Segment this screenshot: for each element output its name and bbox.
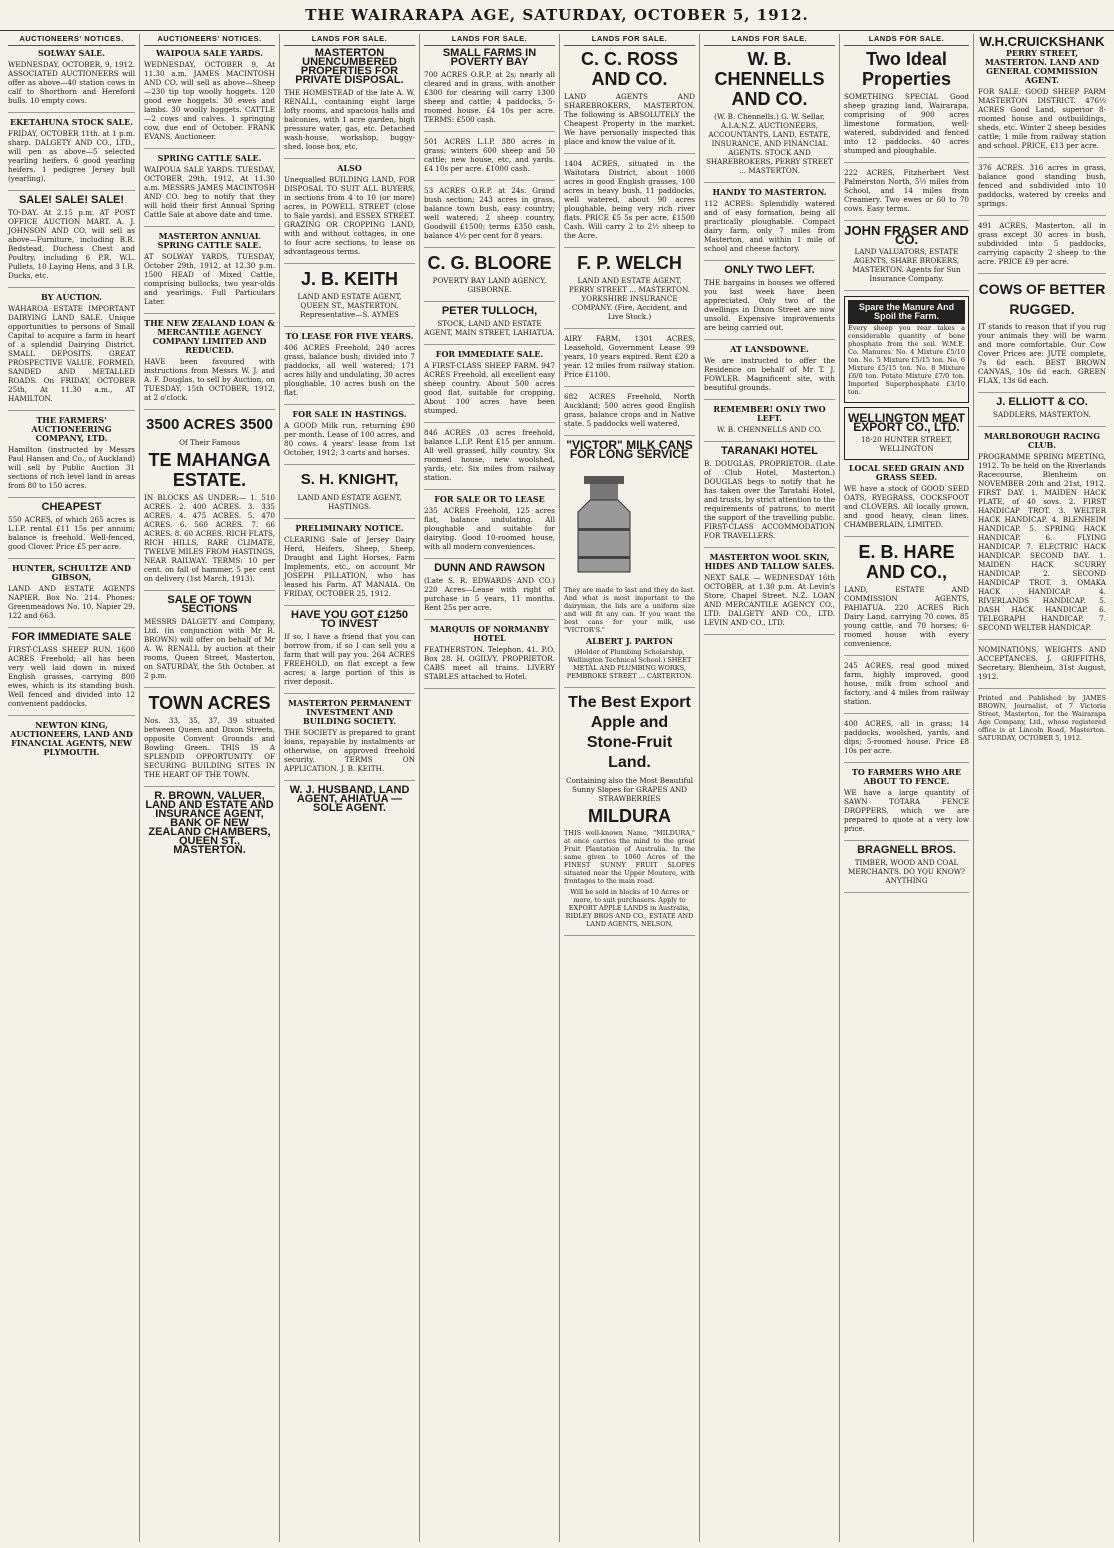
notice (564, 334, 695, 387)
notice-body: FEATHERSTON. Telephon. 41. P.O. Box 28. H. OGILVY, PROPRIETOR. CABS meet all trains. LIVERY STABLES attached to Hotel. (424, 645, 555, 681)
notice (978, 49, 1106, 158)
notice (284, 164, 415, 264)
notice (424, 350, 555, 423)
notice (144, 450, 275, 591)
masthead: THE WAIRARAPA AGE, SATURDAY, OCTOBER 5, 1912. (0, 0, 1114, 31)
notice (564, 253, 695, 329)
column-2 (140, 34, 280, 1542)
notice-body: Of Their Famous (179, 438, 240, 447)
notice (8, 564, 135, 628)
notice-body: WAIPOUA SALE YARDS. TUESDAY, OCTOBER 29th, 1912, At 11.30 a.m. MESSRS JAMES MACINTOSH AND CO. beg to notify that they will hold their first Annual Spring Cattle Sale at above date and time. (144, 165, 275, 219)
notice-body: WE have a large quantity of SAWN TOTARA FENCE DROPPERS, which we are prepared to quote at a very low price. (844, 788, 969, 833)
notice (8, 293, 135, 411)
column-footer: R. BROWN, VALUER, LAND AND ESTATE AND INSURANCE AGENT, BANK OF NEW ZEALAND CHAMBERS, QUEEN ST., MASTERTON. (145, 790, 274, 856)
manure-ad (844, 296, 969, 403)
notice (144, 49, 275, 149)
notice-body: POVERTY BAY LAND AGENCY, GISBORNE. (432, 276, 547, 294)
notice (978, 398, 1106, 427)
notice-title: TOWN ACRES (148, 693, 271, 713)
notice-body: 846 ACRES .03 acres freehold, balance L.I.P. Rent £15 per annum. All well grassed, hilly country. Six roomed house, new woolshed, yards, etc. Six miles from railway station. (424, 428, 555, 482)
notice (8, 49, 135, 113)
notice (844, 719, 969, 763)
notice-title: HUNTER, SCHULTZE AND GIBSON, (12, 563, 131, 582)
mildura-body: THIS well-known Name, "MILDURA," at once carries the mind to the great Fruit Plantation of Australia. In the same given to 1060 Acres of the FINEST SUNNY FRUIT SLOPES situated near the Upper Moutere, with frontages to the main road. (564, 829, 695, 885)
notice-title: S. H. KNIGHT, (300, 471, 399, 488)
column-head: LANDS FOR SALE. (424, 34, 555, 46)
notice-title: TE MAHANGA ESTATE. (148, 450, 271, 490)
notice (8, 196, 135, 288)
notice-title: HAVE YOU GOT £1250 TO INVEST (291, 609, 408, 630)
notice-body: IT stands to reason that if you rug your animals they will be warm and more comfortable. Our Cow Cover Prices are: JUTE complete, 7s 6d each. BEST BROWN CANVAS, 10s 6d each. GREEN FLAX, 13s 6d each. (978, 322, 1106, 385)
notice-body: WAHAROA ESTATE IMPORTANT DAIRYING LAND SALE. Unique opportunities to persons of Small Capital to acquire a farm in heart of a splendid Dairying District. SMALL DEPOSITS. GREAT PROSPECTIVE VALUE. FORMED, SANDED AND METALLED ROADS. On FRIDAY, OCTOBER 25th, At 11.30 a.m., AT HAMILTON. (8, 304, 135, 403)
victor-maker-sub: (Holder of Plumbing Scholarship, Wellington Technical School.) SHEET METAL AND PLUMBING WORKS, PEMBROKE STREET ... CARTERTON. (566, 648, 693, 680)
notice-title: HANDY TO MASTERTON. (712, 187, 827, 197)
notice-title: BY AUCTION. (41, 292, 102, 302)
column-head: LANDS FOR SALE. (564, 34, 695, 46)
notice (978, 432, 1106, 640)
notice-title: MARLBOROUGH RACING CLUB. (983, 431, 1101, 450)
notice-body: 1404 ACRES, situated in the Waitotara District, about 1000 acres in good English grasses, 100 acres in heavy bush, 11 paddocks, well watered, about 90 acres ploughable, being very rich river flats. PRICE £5 5s per acre. £1500 Cash. Will carry 2 to 2½ sheep to the Acre. (564, 159, 695, 240)
notice-body: LAND AND ESTATE AGENT, PERRY STREET ... MASTERTON. YORKSHIRE INSURANCE COMPANY. (Fire, Accident, and Live Stock.) (568, 276, 691, 321)
notice (284, 470, 415, 519)
notice (144, 232, 275, 314)
notice (8, 118, 135, 191)
notice-title: PERRY STREET, MASTERTON. LAND AND GENERAL COMMISSION AGENT. (984, 48, 1099, 85)
notice-body: NOMINATIONS, WEIGHTS AND ACCEPTANCES. J. GRIFFITHS, Secretary. Blenheim, 31st August, 1912. (978, 645, 1106, 681)
page-columns (4, 34, 1110, 1542)
notice-title: J. B. KEITH (300, 269, 398, 289)
notice (844, 846, 969, 893)
notice-body: Nos. 33, 35, 37, 39 situated between Queen and Dixon Streets, opposite Convent Grounds and Bowling Green. THIS IS A SPLENDID OPPORTUNITY OF SECURING BUILDING SITES IN THE HEART OF THE TOWN. (144, 716, 275, 779)
notice-title: SMALL FARMS IN POVERTY BAY (442, 47, 537, 68)
notice-body: 112 ACRES: Splendidly watered and of easy formation, being all practically ploughable. Compact dairy farm, only 7 miles from Masterton, and within 1 mile of school and cheese factory. (704, 199, 835, 253)
notice-body: 376 ACRES. 316 acres in grass, balance good standing bush, fenced and subdivided into 10 paddocks, watered by creeks and springs. (978, 163, 1106, 208)
notice-title: C. C. ROSS AND CO. (580, 49, 678, 89)
notice-body: If so, I have a friend that you can borrow from, if so I can sell you a farm that will pay you. 264 ACRES FREEHOLD, on flat except a few acres; a large portion of this is river deposit. (284, 632, 415, 686)
notice-body: HAVE been favoured with instructions from Messrs W. J. and A. F. Douglas, to sell by Auction, on TUESDAY, 15th OCTOBER, 1912, at 2 o'clock. (144, 357, 275, 402)
notice-title: TO LEASE FOR FIVE YEARS. (285, 331, 414, 341)
meat-export-ad (844, 407, 969, 460)
notice-title: THE NEW ZEALAND LOAN & MERCANTILE AGENCY COMPANY LIMITED AND REDUCED. (144, 318, 275, 355)
notice (424, 137, 555, 181)
notice-body: 53 ACRES O.R.P. at 24s. Grand bush section; 243 acres in grass, balance town bush, easy country; well watered; 2 sheep country. Goodwill £1500; terms £350 cash, balance 4½ per cent for 8 years. (424, 186, 555, 240)
notice-title: FOR SALE OR TO LEASE (434, 494, 545, 504)
mildura-title: The Best Export Apple and Stone-Fruit Land. (568, 694, 691, 771)
notice-body: THE bargains in houses we offered you last week have been appreciated. Only two of the dwellings in Dixon Street are now unsold. Expensive improvements are being carried out. (704, 278, 835, 332)
notice-body: LAND AND ESTATE AGENT, HASTINGS. (297, 493, 402, 511)
notice-title: SOLWAY SALE. (37, 48, 106, 58)
notice-title: MARQUIS OF NORMANBY HOTEL (429, 624, 550, 643)
mildura-ad (564, 693, 695, 936)
notice-body: TIMBER, WOOD AND COAL MERCHANTS. DO YOU KNOW? ANYTHING (847, 858, 965, 885)
notice-title: TO FARMERS WHO ARE ABOUT TO FENCE. (851, 767, 962, 786)
notice (978, 163, 1106, 216)
notice-title: WAIPOUA SALE YARDS. (156, 48, 263, 58)
notice (424, 428, 555, 490)
notice-body: FOR SALE. GOOD SHEEP FARM MASTERTON DISTRICT. 476½ ACRES Good Land, superior 8-roomed house and outbuildings, sheds, etc. Winter 2 sheep besides cattle; 1 mile from railway station and school. PRICE, £13 per acre. (978, 87, 1106, 150)
notice-title: SPRING CATTLE SALE. (157, 153, 262, 163)
column-6 (700, 34, 840, 1542)
notice-title: J. ELLIOTT & CO. (996, 396, 1088, 408)
notice-title: REMEMBER! ONLY TWO LEFT. (713, 404, 826, 423)
notice-body: PROGRAMME SPRING MEETING, 1912. To be held on the Riverlands Racecourse, Blenheim on NOVEMBER 20th and 21st, 1912. FIRST DAY. 1. MAIDEN HACK PLATE, of 40 sovs. 2. FIRST HANDICAP TROT. 3. WELTER HACK HANDICAP. 4. BLENHEIM HANDICAP. 5. SPRING HACK HANDICAP. 6. FLYING HANDICAP. 7. ELECTRIC HACK HANDICAP. SECOND DAY. 1. MAIDEN HACK SCURRY HANDICAP. 2. SECOND HANDICAP TROT. 3. OMAKA HACK HANDICAP. 4. RIVERLANDS HANDICAP. 5. DASH HACK HANDICAP. 6. TELEGRAPH HANDICAP. 7. SECOND WELTER HANDICAP. (978, 452, 1106, 632)
notice-body: TO-DAY. At 2.15 p.m. AT POST OFFICE AUCTION MART. A. J. JOHNSON AND CO. will sell as above—Furniture, including B.R. Bedstead, Duchess Chest and Poultry, including 6 P.R. W.L. Pullets, 10 Laying Hens, and 3 I.R. Ducks, etc. (8, 208, 135, 280)
column-1 (4, 34, 140, 1542)
notice-body: WEDNESDAY, OCTOBER, 9, 1912. ASSOCIATED AUCTIONEERS will offer as above—40 station cows in calf to Shorthorn and Hereford bulls. 10 empty cows. (8, 60, 135, 105)
notice (844, 542, 969, 656)
notice (564, 392, 695, 436)
notice-body: CLEARING Sale of Jersey Dairy Herd, Heifers, Sheep, Sheep, Draught and Light Horses, Farm Implements, etc., on account Mr JOSEPH PILLATION, who has leased his Farm. AT MANAIA. On FRIDAY, OCTOBER 25, 1912. (284, 535, 415, 598)
notice-title: SALE OF TOWN SECTIONS (167, 594, 252, 615)
notice-body: Printed and Published by JAMES BROWN, Journalist, of 7 Victoria Street, Masterton, for the Wairarapa Age Company, Ltd., whose registered office is at Lincoln Road, Masterton. SATURDAY, OCTOBER 5, 1912. (978, 694, 1106, 742)
notice-title: AT LANSDOWNE. (730, 344, 809, 354)
notice (424, 307, 555, 345)
notice-body: LAND VALUATORS, ESTATE AGENTS, SHARE BROKERS, MASTERTON. Agents for Sun Insurance Company. (852, 247, 961, 283)
column-head: LANDS FOR SALE. (844, 34, 969, 46)
notice-body: SADDLERS, MASTERTON. (993, 410, 1091, 419)
victor-title: "VICTOR" MILK CANS FOR LONG SERVICE (566, 438, 693, 461)
notice (844, 768, 969, 841)
notice (704, 49, 835, 183)
notice (844, 49, 969, 163)
notice (424, 625, 555, 689)
notice (704, 345, 835, 400)
notice-title: MASTERTON WOOL SKIN, HIDES AND TALLOW SALES. (704, 552, 835, 571)
notice (704, 188, 835, 261)
notice-body: LAND, ESTATE AND COMMISSION AGENTS, PAHIATUA. 220 ACRES Rich Dairy Land, carrying 70 cows, 85 young cattle, and 70 horses; 6-roomed house with every convenience. (844, 585, 969, 648)
notice-title: BRAGNELL BROS. (857, 844, 956, 856)
notice (284, 332, 415, 405)
notice-title: W. B. CHENNELLS AND CO. (714, 49, 825, 109)
notice-title: THE FARMERS' AUCTIONEERING COMPANY, LTD. (31, 415, 112, 443)
column-head: AUCTIONEERS' NOTICES. (144, 34, 275, 46)
notice (844, 464, 969, 537)
notice-title: JOHN FRASER AND CO. (844, 223, 969, 247)
notice-body: THE SOCIETY is prepared to grant loans, repayable by instalments or otherwise, on approved freehold security. TERMS ON APPLICATION. J. B. KEITH. (284, 728, 415, 773)
column-8 (974, 34, 1110, 1542)
mildura-footer: Will be sold in blocks of 10 Acres or more, to suit purchasers. Apply to EXPORT APPLE LANDS in Australia, RIDLEY BROS AND CO., ESTATE AND LAND AGENTS, NELSON. (565, 888, 694, 928)
column-footer: NEWTON KING, AUCTIONEERS, LAND AND FINANCIAL AGENTS, NEW PLYMOUTH. (10, 720, 133, 757)
notice-body: FIRST-CLASS SHEEP RUN. 1600 ACRES Freehold; all has been very well laid down in mixed English grasses, carrying 800 ewes, which is its standing bush. Well fenced and divided into 12 convenient paddocks. (8, 645, 135, 708)
notice (144, 154, 275, 227)
notice (8, 416, 135, 498)
column-5 (560, 34, 700, 1542)
notice-title: SALE! SALE! SALE! (18, 194, 125, 206)
notice (284, 699, 415, 781)
column-7 (840, 34, 974, 1542)
notice-body: A FIRST-CLASS SHEEP FARM. 947 ACRES Freehold, all excellent easy sheep country. About 500 acres good flat, suitable for cropping. About 100 acres have been stumped. (424, 361, 555, 415)
notice (424, 253, 555, 302)
notice-body: 222 ACRES, Fitzherbert Vest Palmerston North, 5½ miles from School, and 14 miles from Creamery. Two ewes or 60 to 70 cows. Easy terms. (844, 168, 969, 213)
notice-body: MESSRS DALGETY and Company, Ltd. (in conjunction with Mr R. BROWN) will offer on behalf of Mr A. W. RENALL by auction at their rooms, Queen Street, Masterton, on SATURDAY, the 5th October, at 2 p.m. (144, 617, 275, 680)
notice (424, 495, 555, 559)
notice-body: AIRY FARM, 1301 ACRES, Leasehold, Government Lease 99 years, 10 years expired. Rent £20 a year. 12 miles from railway station. Price £1100. (564, 334, 695, 379)
notice-body: 406 ACRES Freehold, 240 acres grass, balance bush; divided into 7 paddocks, all well watered; 171 acres hilly and undulating, 30 acres ploughable, 10 acres bush on the flat. (284, 343, 415, 397)
notice-title: PRELIMINARY NOTICE. (295, 523, 404, 533)
notice-title: CHEAPEST (41, 501, 102, 513)
notice (8, 503, 135, 559)
notice (8, 633, 135, 716)
notice (284, 611, 415, 694)
notice-title: MASTERTON UNENCUMBERED PROPERTIES FOR PRIVATE DISPOSAL. (295, 47, 404, 86)
notice-title: F. P. WELCH (577, 253, 682, 273)
mildura-name: MILDURA (588, 806, 671, 826)
notice (284, 49, 415, 159)
milk-can-illustration (564, 468, 644, 578)
notice-title: C. G. BLOORE (427, 253, 552, 273)
notice-body: IN BLOCKS AS UNDER:— 1. 510 ACRES. 2. 400 ACRES. 3. 335 ACRES. 4. 475 ACRES. 5. 470 ACRES. 6. 560 ACRES. 7. 66 ACRES. 8. 60 ACRES. RICH FLATS, RICH HILLS, RARE CLIMATE, TWELVE MILES FROM HASTINGS, NEAR RAILWAY. TERMS: 10 per cent. on fall of hammer, 5 per cent on delivery (1st March, 1913). (144, 493, 275, 583)
notice-body: WEDNESDAY, OCTOBER 9, At 11.30 a.m. JAMES MACINTOSH AND CO. will sell as above—Sheep—230 tip top woolly hoggets. 120 good ewe hoggets. 30 ewes and lambs. 30 woolly hoggets. CATTLE—2 cows and calves. 1 springing cow, due end of October. FRANK EVANS, Auctioneer. (144, 60, 275, 141)
notice-body: 18-20 HUNTER STREET, WELLINGTON (860, 435, 952, 453)
notice (704, 266, 835, 340)
notice-body: LAND AGENTS AND SHAREBROKERS, MASTERTON. The following is ABSOLUTELY the Cheapest Property in the market. We have personally inspected this place and know the value of it. (564, 92, 695, 146)
victor-milk-cans-ad (564, 438, 695, 688)
notice (978, 694, 1106, 742)
notice-body: WE have a stock of GOOD SEED OATS, RYEGRASS, COCKSFOOT and CLOVERS. All locally grown, and good heavy, clean lines. CHAMBERLAIN, LIMITED. (844, 484, 969, 529)
notice (424, 564, 555, 620)
column-3 (280, 34, 420, 1542)
notice (424, 49, 555, 132)
notice-body: B. DOUGLAS, PROPRIETOR. (Late of Club Hotel, Masterton.) DOUGLAS begs to notify that he has taken over the Taratahi Hotel, and trusts, by strict attention to the requirements of patrons, to merit the support of the travelling public. FIRST-CLASS ACCOMMODATION FOR TRAVELLERS. (704, 459, 835, 540)
column-head: LANDS FOR SALE. (704, 34, 835, 46)
victor-body: They are made to last and they do last. And what is most important to the dairyman, the lids are a uniform size and will fit any can. If you want the best cans for your milk, use "VICTOR'S." (564, 586, 695, 634)
notice (424, 186, 555, 248)
notice-body: Every sheep you rear takes a considerable quantity of bone phosphate from the soil. W.M.E. Co. Manures. No. 4 Mixture £5/10 ton. No. 5 Mixture £5/15 ton. No. 6 Mixture £5/15 ton. No. 8 Mixture £6/0 ton. Potato Mixture £7/0 ton. Imported Superphosphate £3/10 ton. (848, 324, 965, 396)
notice-title: TARANAKI HOTEL (721, 445, 818, 457)
notice-body: NEXT SALE — WEDNESDAY 16th OCTOBER, at 1.30 p.m. At Levin's Store, Chapel Street. N.Z. LOAN AND MERCANTILE AGENCY CO., LTD. DALGETY AND CO., LTD. LEVIN AND CO., LTD. (704, 573, 835, 627)
notice-title: FOR SALE IN HASTINGS. (292, 409, 407, 419)
notice-title: Spare the Manure And Spoil the Farm. (848, 300, 965, 324)
notice-title: E. B. HARE AND CO., (858, 542, 955, 582)
column-4 (420, 34, 560, 1542)
notice (144, 415, 275, 447)
notice (704, 447, 835, 548)
notice (844, 223, 969, 291)
notice (704, 553, 835, 635)
notice-body: (W. B. Chennells.) G. W. Sellar, A.I.A.N.Z. AUCTIONEERS, ACCOUNTANTS, LAND, ESTATE, INSURANCE, AND FINANCIAL AGENTS. STOCK AND SHAREBROKERS, PERRY STREET ... MASTERTON. (705, 112, 834, 175)
column-head: AUCTIONEERS' NOTICES. (8, 34, 135, 46)
notice (978, 221, 1106, 274)
victor-maker: ALBERT J. PARTON (585, 636, 674, 646)
notice (144, 319, 275, 410)
notice-body: W. B. CHENNELLS AND CO. (717, 425, 822, 434)
notice-title: FOR IMMEDIATE SALE (11, 631, 132, 643)
notice-body: FRIDAY, OCTOBER 11th. at 1 p.m. sharp. DALGETY AND CO., LTD., will pen as above—5 selected yearling heifers. 6 good yearling heifers. 1 pedigree Jersey bull (yearling). (8, 129, 135, 183)
column-footer: W. J. HUSBAND, LAND AGENT, AHIATUA — SOLE AGENT. (289, 784, 410, 814)
notice (704, 405, 835, 442)
notice-body: We are instructed to offer the Residence on behalf of Mr T. J. FOWLER. Magnificent site, with beautiful grounds. (704, 356, 835, 392)
notice-title: ONLY TWO LEFT. (724, 264, 815, 276)
notice-body: 682 ACRES Freehold, North Auckland; 500 acres good English grass, balance crops and in Native state. 5 paddocks well watered. (564, 392, 695, 428)
notice-body: Hamilton (instructed by Messrs Paul Hansen and Co., of Auckland) will sell by Public Auction 31 sections of rich level land in areas from 80 to 150 acres. (8, 445, 135, 490)
notice-body: 700 ACRES O.R.P. at 2s; nearly all cleared and in grass, with another £300 for clearing will carry 1300 sheep and cattle; 4 paddocks, 5-roomed house. £4 10s per acre. TERMS: £500 cash. (424, 70, 555, 124)
notice-title: DUNN AND RAWSON (434, 562, 545, 574)
notice (978, 645, 1106, 689)
notice-body: 491 ACRES, Masterton, all in grass except 30 acres in bush, subdivided into 5 paddocks, carrying capacity 2 sheep to the acre. PRICE £9 per acre. (978, 221, 1106, 266)
notice-title: PETER TULLOCH, (441, 305, 538, 317)
mildura-sub: Containing also the Most Beautiful Sunny Slopes for GRAPES AND STRAWBERRIES (565, 776, 694, 803)
notice-title: COWS OF BETTER RUGGED. (978, 281, 1106, 317)
notice-title: LOCAL SEED GRAIN AND GRASS SEED. (848, 463, 965, 482)
notice-body: SOMETHING SPECIAL Good sheep grazing land, Wairarapa, comprising of 900 acres limestone formation, well-watered, subdivided and fenced into 12 paddocks. 40 acres stumped and ploughable. (844, 92, 969, 155)
notice (144, 693, 275, 787)
notice-title: EKETAHUNA STOCK SALE. (9, 117, 133, 127)
notice-body: (Late S. R. EDWARDS AND CO.) 220 Acres—Lease with right of purchase in 5 years, 11 months. Rent 25s per acre. (424, 576, 555, 612)
notice-title: MASTERTON PERMANENT INVESTMENT AND BUILDING SOCIETY. (288, 698, 411, 726)
notice-body: LAND AND ESTATE AGENT, QUEEN ST., MASTERTON. Representative—S. AYMES (297, 292, 402, 319)
notice-body: THE HOMESTEAD of the late A. W. RENALL, containing eight large lofty rooms, and spacious halls and balconies, with 1 acre garden, high pressure water, gas, etc. Detached wash-house, workshop, buggy-shed, loose box, etc. (284, 88, 415, 151)
notice-body: A GOOD Milk run, returning £90 per month. Lease of 100 acres, and 80 cows. 4 years' lease from 1st October, 1912; 3 carts and horses. (284, 421, 415, 457)
notice-title: FOR IMMEDIATE SALE. (435, 349, 544, 359)
notice-body: 245 ACRES, real good mixed farm, highly improved, good house, milk from school and factory, and 4 miles from railway station. (844, 661, 969, 706)
notice-body: 400 ACRES, all in grass; 14 paddocks, woolshed, yards, and dips; 5-roomed house. Price £8 10s per acre. (844, 719, 969, 755)
notice (284, 269, 415, 327)
notice-body: 501 ACRES L.I.P. 380 acres in grass; winters 600 sheep and 50 cattle; new house, etc, and yards. £4 10s per acre. £1000 cash. (424, 137, 555, 173)
notice-body: 550 ACRES, of which 265 acres is L.I.P. rental £11 15s per annum; balance is freehold. Well-fenced, good Clover. Price £5 per acre. (8, 515, 135, 551)
notice-body: LAND AND ESTATE AGENTS NAPIER. Box No. 214. Phones: Greenmeadows No. 10, Napier 29, 122 and 663. (8, 584, 135, 620)
notice (844, 661, 969, 714)
notice (284, 524, 415, 606)
notice-title: Two Ideal Properties (861, 49, 952, 89)
notice-title: ALSO (337, 163, 362, 173)
notice-body: STOCK, LAND AND ESTATE AGENT, MAIN STREET, LAHIATUA. (424, 319, 555, 337)
notice-title: MASTERTON ANNUAL SPRING CATTLE SALE. (157, 231, 262, 250)
notice (564, 49, 695, 154)
notice-body: Unequalled BUILDING LAND, FOR DISPOSAL TO SUIT ALL BUYERS, in sections from 4 to 10 (or more) acres, in POWELL STREET (close to Sale yards), and ESSEX STREET. GRAZING OR CROPPING LAND, with and without cottages, in one to four acre sections, to lease on advantageous terms. (284, 175, 415, 256)
column-head: LANDS FOR SALE. (284, 34, 415, 46)
notice (564, 159, 695, 248)
notice (284, 410, 415, 465)
notice-body: AT SOLWAY YARDS, TUESDAY, October 29th, 1912, at 12.30 p.m. 1500 HEAD of Mixed Cattle, comprising bullocks, two year-olds and yearlings. Full Particulars Later. (144, 252, 275, 306)
notice (844, 168, 969, 221)
notice (978, 279, 1106, 393)
notice-title: 3500 ACRES 3500 (145, 416, 274, 433)
notice-title: WELLINGTON MEAT EXPORT CO., LTD. (848, 411, 965, 434)
column-head: W.H.CRUICKSHANK (979, 34, 1105, 49)
notice (144, 596, 275, 688)
notice-body: 235 ACRES Freehold, 125 acres flat, balance undulating. All ploughable and suitable for dairying. Good 10-roomed house, with all modern conveniences. (424, 506, 555, 551)
